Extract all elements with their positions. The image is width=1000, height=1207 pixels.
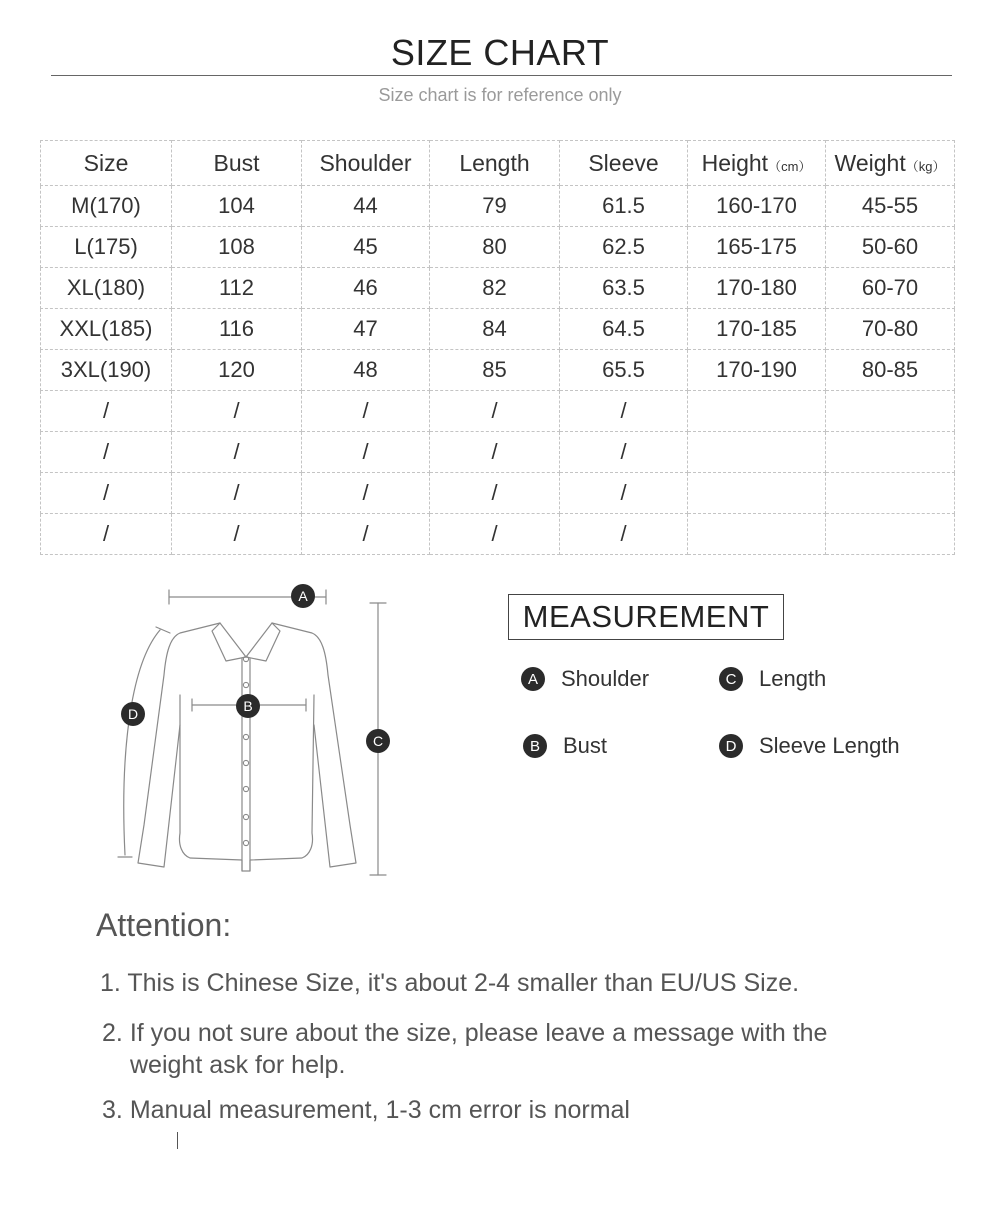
table-row [41,309,955,350]
cell-length: / [430,391,560,432]
stray-mark [177,1132,178,1149]
column-header-sleeve: Sleeve [560,141,688,186]
badge-d-icon: D [719,734,743,758]
badge-c-icon: C [719,667,743,691]
shirt-left-sleeve [138,623,220,867]
cell-weight: 80-85 [826,350,955,391]
table-body [41,186,955,555]
cell-sleeve: / [560,432,688,473]
note-number: 2. [102,1019,123,1047]
cell-size: M(170) [41,186,172,227]
cell-shoulder: 47 [302,309,430,350]
cell-height [688,432,826,473]
cell-weight [826,473,955,514]
title-divider [51,75,952,76]
marker-c [366,729,390,753]
shirt-body [179,695,314,871]
cell-height [688,473,826,514]
cell-size: / [41,514,172,555]
column-header-shoulder: Shoulder [302,141,430,186]
cell-weight: 70-80 [826,309,955,350]
marker-b-label: B [243,698,253,714]
legend-label: Shoulder [561,666,650,691]
cell-length: / [430,514,560,555]
cell-size: L(175) [41,227,172,268]
cell-height: 170-180 [688,268,826,309]
cell-bust: 108 [172,227,302,268]
cell-length: 79 [430,186,560,227]
cell-length: 82 [430,268,560,309]
column-header-height: Height（cm） [688,141,826,186]
cell-weight [826,514,955,555]
cell-length: / [430,432,560,473]
cell-size: XXL(185) [41,309,172,350]
cell-bust: 120 [172,350,302,391]
cell-sleeve: 61.5 [560,186,688,227]
cell-height: 170-185 [688,309,826,350]
table-row [41,432,955,473]
page-subtitle: Size chart is for reference only [378,85,622,105]
cell-size: / [41,473,172,514]
diagram-markers [121,584,390,753]
cell-size: 3XL(190) [41,350,172,391]
cell-length: 85 [430,350,560,391]
shirt-diagram [100,575,410,885]
cell-bust: 112 [172,268,302,309]
column-header-size: Size [41,141,172,186]
note-number: 3. [102,1096,123,1124]
cell-length: 84 [430,309,560,350]
measurement-title: MEASUREMENT [508,594,784,640]
table-row [41,227,955,268]
table-row [41,350,955,391]
cell-sleeve: 65.5 [560,350,688,391]
cell-weight: 50-60 [826,227,955,268]
cell-size: / [41,391,172,432]
cell-sleeve: 64.5 [560,309,688,350]
legend-bust [523,733,607,759]
legend-label: Length [759,666,827,691]
attention-heading: Attention: [96,907,232,943]
cell-shoulder: / [302,391,430,432]
column-header-weight: Weight（kg） [826,141,955,186]
marker-a [291,584,315,608]
cell-bust: / [172,432,302,473]
cell-size: / [41,432,172,473]
marker-d [121,702,145,726]
cell-sleeve: / [560,514,688,555]
cell-shoulder: 45 [302,227,430,268]
badge-a-icon: A [521,667,545,691]
cell-bust: / [172,473,302,514]
cell-shoulder: / [302,473,430,514]
attention-note-3 [102,1094,630,1126]
cell-height [688,391,826,432]
shirt-right-sleeve [272,623,356,867]
cell-bust: 104 [172,186,302,227]
marker-c-label: C [372,733,384,749]
cell-bust: / [172,514,302,555]
cell-shoulder: 46 [302,268,430,309]
size-table [40,140,955,555]
weight-unit: （kg） [905,158,946,174]
cell-height: 165-175 [688,227,826,268]
table-row [41,473,955,514]
cell-sleeve: 63.5 [560,268,688,309]
cell-height: 160-170 [688,186,826,227]
page-title: SIZE CHART [390,32,610,73]
cell-length: 80 [430,227,560,268]
table-row [41,268,955,309]
table-row [41,186,955,227]
legend-label: Sleeve Length [759,733,900,758]
cell-bust: / [172,391,302,432]
table-row [41,391,955,432]
cell-height: 170-190 [688,350,826,391]
height-unit: （cm） [768,158,812,174]
legend-sleeve-length [719,733,900,759]
cell-size: XL(180) [41,268,172,309]
note-text-continued: weight ask for help. [130,1051,346,1079]
cell-length: / [430,473,560,514]
table-row [41,514,955,555]
legend-label: Bust [563,733,608,758]
column-header-bust: Bust [172,141,302,186]
cell-shoulder: / [302,514,430,555]
cell-weight [826,391,955,432]
marker-d-label: D [127,706,139,722]
cell-sleeve: / [560,391,688,432]
cell-sleeve: 62.5 [560,227,688,268]
badge-b-icon: B [523,734,547,758]
cell-weight: 60-70 [826,268,955,309]
note-text: If you not sure about the size, please leave a message with the [129,1019,828,1047]
table-header-row [41,141,955,186]
note-number: 1. [100,969,121,997]
marker-a-label: A [298,588,308,604]
cell-sleeve: / [560,473,688,514]
note-text: Manual measurement, 1-3 cm error is normal [129,1096,630,1124]
attention-note-1 [100,967,799,999]
cell-weight [826,432,955,473]
legend-length [719,666,826,692]
attention-note-2 [102,1017,827,1081]
cell-weight: 45-55 [826,186,955,227]
marker-b [236,694,260,718]
cell-shoulder: 44 [302,186,430,227]
note-text: This is Chinese Size, it's about 2-4 smaller than EU/US Size. [127,969,800,997]
cell-height [688,514,826,555]
cell-bust: 116 [172,309,302,350]
shirt-buttons [243,656,248,845]
cell-shoulder: / [302,432,430,473]
cell-shoulder: 48 [302,350,430,391]
legend-shoulder [521,666,649,692]
column-header-length: Length [430,141,560,186]
